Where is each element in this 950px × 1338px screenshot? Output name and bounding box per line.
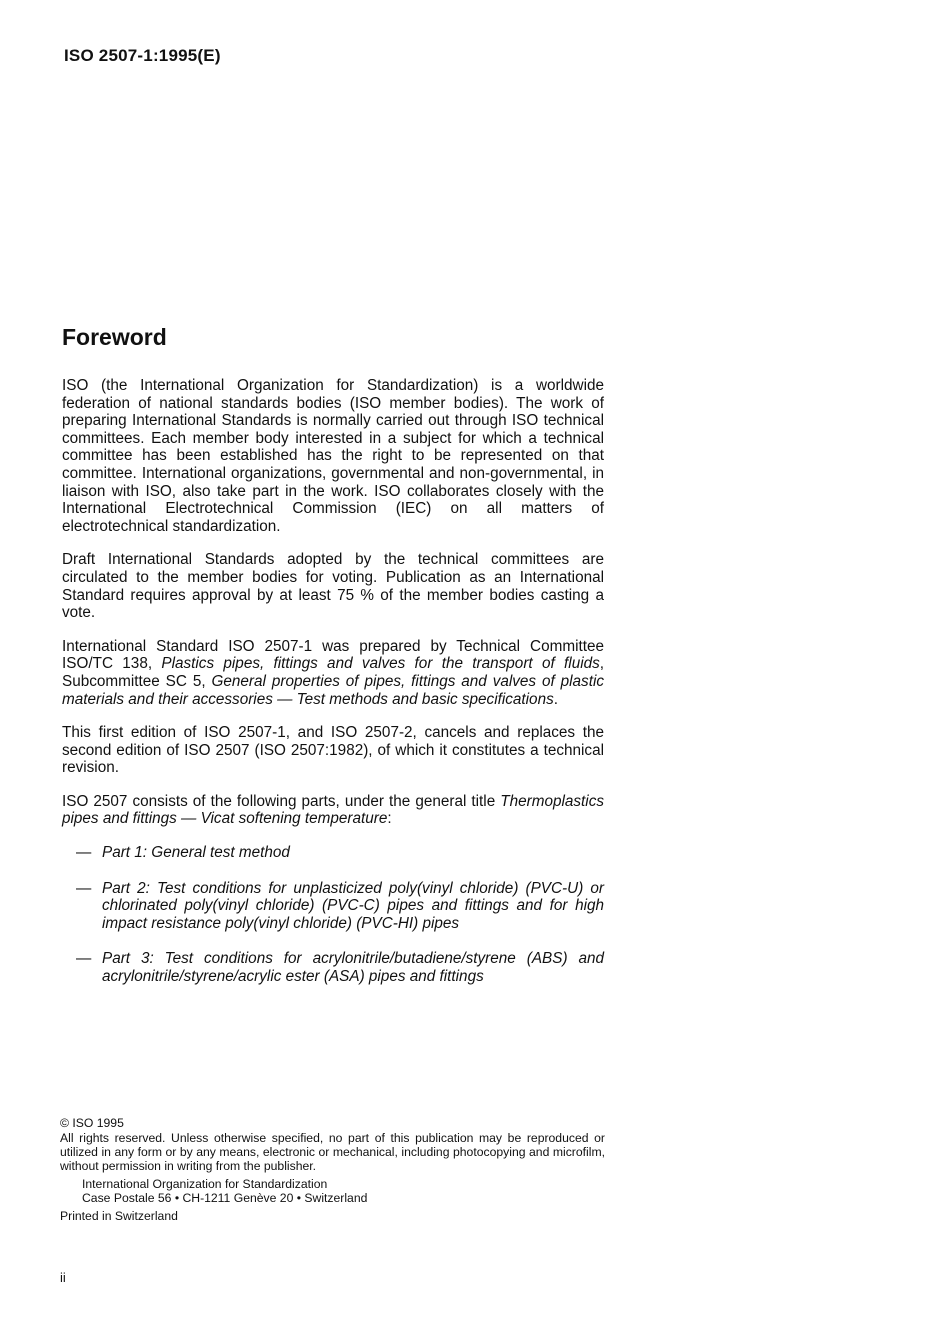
section-title: Foreword <box>62 324 167 350</box>
parts-list <box>62 844 604 986</box>
parts-intro-colon: : <box>387 810 392 828</box>
paragraph-edition: This first edition of ISO 2507-1, and ISO 2507-2, cancels and replaces the second edition of ISO 2507 (ISO 2507:1982), of which it constitutes a technical revision. <box>62 724 604 777</box>
paragraph-preparation <box>62 638 604 708</box>
publisher-address <box>82 1177 605 1205</box>
part-text: Part 3: Test conditions for acrylonitrile/butadiene/styrene (ABS) and acrylonitrile/styrene/acrylic ester (ASA) pipes and fittings <box>102 950 604 986</box>
dash-bullet: — <box>76 950 92 968</box>
dash-bullet: — <box>76 879 92 897</box>
preparation-text-3: . <box>553 690 558 708</box>
copyright-notice: © ISO 1995 <box>60 1116 124 1130</box>
organization-name: International Organization for Standardization <box>82 1177 328 1191</box>
document-id-header: ISO 2507-1:1995(E) <box>64 46 221 65</box>
part-text: Part 1: General test method <box>102 844 290 862</box>
parts-intro-text: ISO 2507 consists of the following parts, under the general title <box>62 792 501 810</box>
foreword-body <box>62 377 604 1004</box>
rights-statement: All rights reserved. Unless otherwise specified, no part of this publication may be reproduced or utilized in any form or by any means, electronic or mechanical, including photocopying and microfilm, without permission in writing from the publisher. <box>60 1131 605 1173</box>
printed-in: Printed in Switzerland <box>60 1209 178 1223</box>
list-item <box>62 950 604 985</box>
paragraph-parts-intro <box>62 793 604 828</box>
preparation-text-1: International Standard ISO 2507-1 was prepared by Technical Committee ISO/TC 138, <box>62 637 604 673</box>
subcommittee-title: General properties of pipes, fittings and valves of plastic materials and their accessories — Test methods and basic specifications <box>62 672 605 708</box>
part-text: Part 2: Test conditions for unplasticized poly(vinyl chloride) (PVC-U) or chlorinated poly(vinyl chloride) (PVC-C) pipes and fittings and for high impact resistance poly(vinyl chloride) (PVC-HI) pipes <box>102 879 604 932</box>
postal-address: Case Postale 56 • CH-1211 Genève 20 • Switzerland <box>82 1191 368 1205</box>
paragraph-iso-intro: ISO (the International Organization for Standardization) is a worldwide federation of national standards bodies (ISO member bodies). The work of preparing International Standards is normally carried out through ISO technical committees. Each member body interested in a subject for which a technical committee has been established has the right to be represented on that committee. International organizations, governmental and non-governmental, in liaison with ISO, also take part in the work. ISO collaborates closely with the International Electrotechnical Commission (IEC) on all matters of electrotechnical standardization. <box>62 377 604 535</box>
preparation-text-2: , Subcommittee SC 5, <box>62 655 605 690</box>
page-number: ii <box>60 1270 66 1285</box>
paragraph-draft-standards: Draft International Standards adopted by the technical committees are circulated to the member bodies for voting. Publication as an International Standard requires approval by at least 75 % of the member bodies casting a vote. <box>62 551 604 622</box>
committee-title: Plastics pipes, fittings and valves for the transport of fluids <box>161 655 600 673</box>
general-title: Thermoplastics pipes and fittings — Vicat softening temperature <box>62 792 604 828</box>
dash-bullet: — <box>76 844 92 862</box>
copyright-footer <box>60 1116 605 1223</box>
list-item <box>62 880 604 933</box>
list-item <box>62 844 604 862</box>
